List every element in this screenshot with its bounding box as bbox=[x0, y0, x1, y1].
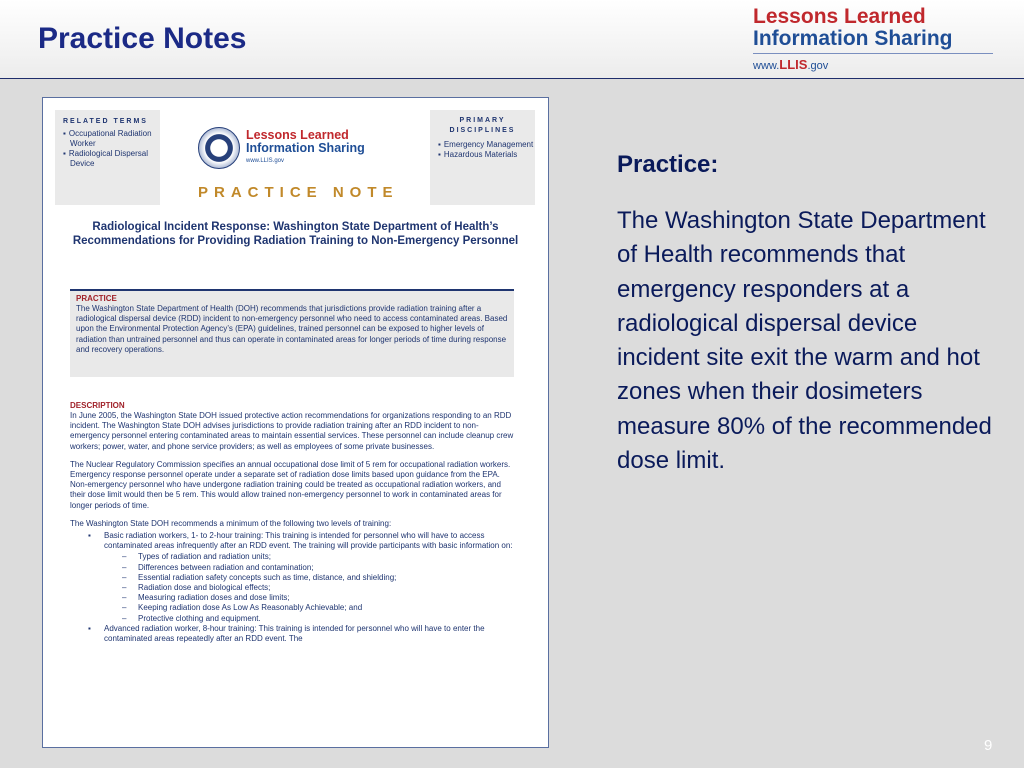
description-section bbox=[70, 401, 515, 644]
document-title: Radiological Incident Response: Washington State Department of Health’s Recommendations for Providing Radiation Training to Non-Emergency Personnel bbox=[72, 221, 519, 247]
page-number: 9 bbox=[984, 737, 993, 754]
primary-disciplines-heading: PRIMARY DISCIPLINES bbox=[449, 117, 516, 134]
logo-line1: Lessons Learned bbox=[753, 5, 926, 28]
slide-header bbox=[0, 0, 1024, 79]
description-paragraph: The Nuclear Regulatory Commission specifies an annual occupational dose limit of 5 rem for occupational radiation workers. Emergency response personnel operate under a separate set of radiation dose limits based upon guidance from the EPA. Non-emergency personnel who have undergone radiation training could be treated as occupational radiation workers, and their dose limit would then be 5 rem. This would allow trained non-emergency personnel to work in contaminated areas for longer periods of time. bbox=[70, 459, 511, 510]
sub-item: – Differences between radiation and contamination; bbox=[104, 563, 515, 573]
description-paragraph: The Washington State DOH recommends a minimum of the following two levels of training: bbox=[70, 518, 392, 528]
related-terms-box bbox=[55, 110, 160, 205]
practice-note-banner: PRACTICE NOTE bbox=[198, 184, 399, 201]
primary-discipline: ▪ Hazardous Materials bbox=[438, 150, 535, 160]
document-logo bbox=[198, 125, 388, 170]
practice-summary-text: The Washington State Department of Health recommends that emergency responders at a radiological dispersal device incident site exit the warm and hot zones when their dosimeters measure 80% of the recommended dose limit. bbox=[617, 207, 992, 475]
related-terms-heading: RELATED TERMS bbox=[63, 118, 148, 125]
sub-item: – Types of radiation and radiation units; bbox=[104, 552, 515, 562]
description-paragraph: In June 2005, the Washington State DOH issued protective action recommendations for organizations responding to an RDD incident. The Washington State DOH advises jurisdictions to provide radiation training after an RDD incident to non-emergency personnel entering contaminated areas to maintain essential services. These personnel can include cleanup crew workers; power, water, and phone service providers; as well as employees of some private businesses. bbox=[70, 411, 514, 451]
slide-title: Practice Notes bbox=[38, 22, 247, 55]
logo-line2: Information Sharing bbox=[753, 27, 953, 50]
training-bullet: ▪ Basic radiation workers, 1- to 2-hour training: This training is intended for personnel who will have to access contaminated areas infrequently after an RDD event. The training will provide participants with basic information on: – Types of radiation and radiation units; – Differences between radiation and contamination; – Essential radiation safety concepts such as time, distance, and shielding; – Radiation dose and biological effects; – Measuring radiation doses and dose limits; – Keeping radiation dose As Low As Reasonably Achievable; and – Protective clothing and equipment. bbox=[70, 531, 515, 624]
logo-rule bbox=[753, 53, 993, 54]
sub-item: – Keeping radiation dose As Low As Reasonably Achievable; and bbox=[104, 603, 515, 613]
doc-logo-line1: Lessons Learned bbox=[246, 128, 349, 142]
doc-logo-line2: Information Sharing bbox=[246, 141, 365, 155]
related-term: ▪ Radiological Dispersal Device bbox=[63, 149, 160, 169]
sub-item: – Measuring radiation doses and dose limits; bbox=[104, 593, 515, 603]
sub-item: – Protective clothing and equipment. bbox=[104, 614, 515, 624]
logo-url: www.LLIS.gov bbox=[753, 57, 829, 72]
llis-logo bbox=[753, 6, 1003, 76]
related-term: ▪ Occupational Radiation Worker bbox=[63, 129, 160, 149]
practice-note-document bbox=[42, 97, 549, 748]
practice-heading: PRACTICE bbox=[76, 294, 117, 303]
practice-summary-heading: Practice: bbox=[617, 151, 719, 178]
primary-disciplines-box bbox=[430, 110, 535, 205]
dhs-seal-icon bbox=[198, 127, 240, 169]
practice-text: The Washington State Department of Health (DOH) recommends that jurisdictions provide radiation training after a radiological dispersal device (RDD) incident to non-emergency personnel who need to access contaminated areas. Based upon the Environmental Protection Agency’s (EPA) guidelines, trained personnel can be exposed to higher levels of radiation than untrained personnel and thus can operate in contaminated areas for longer periods of time during response and recovery operations. bbox=[76, 304, 508, 354]
practice-section bbox=[70, 289, 514, 377]
doc-logo-url: www.LLIS.gov bbox=[246, 158, 285, 164]
sub-item: – Essential radiation safety concepts such as time, distance, and shielding; bbox=[104, 573, 515, 583]
description-heading: DESCRIPTION bbox=[70, 401, 125, 410]
training-bullet: ▪ Advanced radiation worker, 8-hour training: This training is intended for personnel who will have to enter the contaminated areas repeatedly after an RDD event. The bbox=[70, 624, 515, 644]
primary-discipline: ▪ Emergency Management bbox=[438, 140, 535, 150]
sub-item: – Radiation dose and biological effects; bbox=[104, 583, 515, 593]
